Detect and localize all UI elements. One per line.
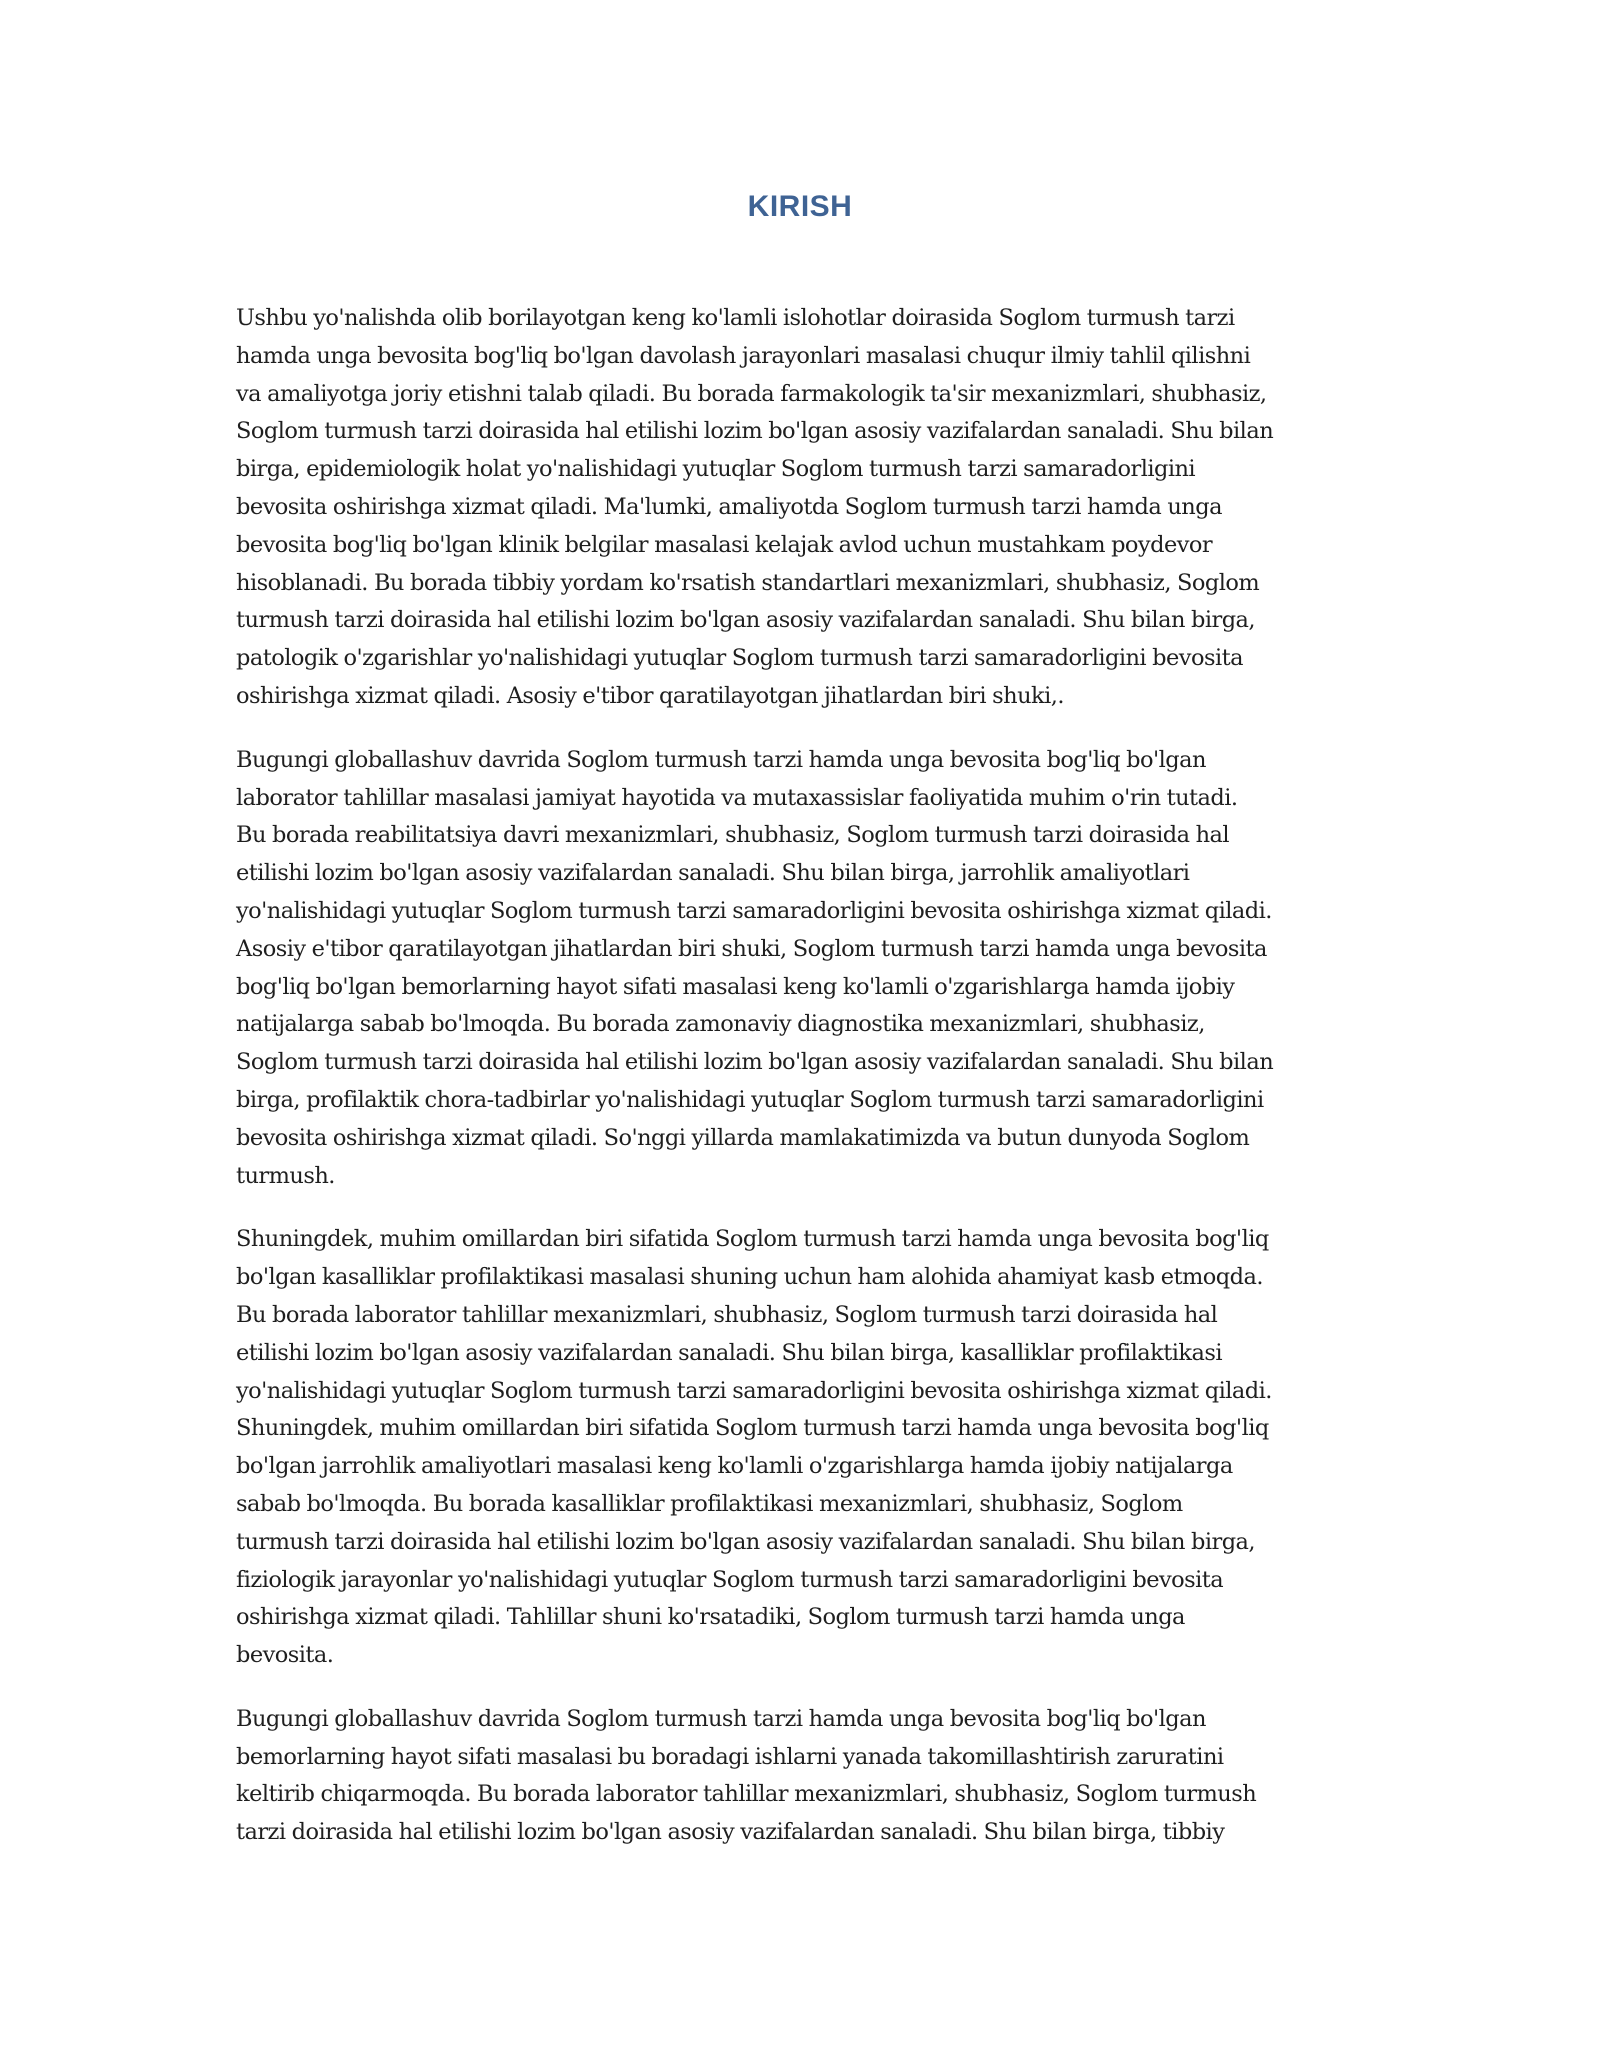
text-line: Bu borada reabilitatsiya davri mexanizmlari, shubhasiz, Soglom turmush tarzi doirasida hal [236, 822, 1230, 849]
text-line: oshirishga xizmat qiladi. Tahlillar shuni ko'rsatadiki, Soglom turmush tarzi hamda unga [236, 1604, 1185, 1631]
text-line: sabab bo'lmoqda. Bu borada kasalliklar profilaktikasi mexanizmlari, shubhasiz, Soglom [236, 1490, 1183, 1517]
text-line: hamda unga bevosita bog'liq bo'lgan davolash jarayonlari masalasi chuqur ilmiy tahlil qilishni [236, 342, 1251, 369]
text-line: laborator tahlillar masalasi jamiyat hayotida va mutaxassislar faoliyatida muhim o'rin tutadi. [236, 784, 1238, 811]
text-line: Ushbu yo'nalishda olib borilayotgan keng ko'lamli islohotlar doirasida Soglom turmush tarzi [236, 305, 1235, 331]
text-line: tarzi doirasida hal etilishi lozim bo'lgan asosiy vazifalardan sanaladi. Shu bilan birga, tibbiy [236, 1819, 1225, 1846]
text-line: patologik o'zgarishlar yo'nalishidagi yutuqlar Soglom turmush tarzi samaradorligini bevosita [236, 645, 1243, 672]
text-line: Bugungi globallashuv davrida Soglom turmush tarzi hamda unga bevosita bog'liq bo'lgan [236, 746, 1206, 773]
text-line: yo'nalishidagi yutuqlar Soglom turmush tarzi samaradorligini bevosita oshirishga xizmat qiladi. [236, 1377, 1272, 1404]
text-line: Soglom turmush tarzi doirasida hal etilishi lozim bo'lgan asosiy vazifalardan sanaladi. Shu bilan [236, 418, 1274, 445]
text-line: fiziologik jarayonlar yo'nalishidagi yutuqlar Soglom turmush tarzi samaradorligini bevosita [236, 1566, 1224, 1593]
text-line: bevosita. [236, 1642, 334, 1669]
text-line: Bu borada laborator tahlillar mexanizmlari, shubhasiz, Soglom turmush tarzi doirasida hal [236, 1301, 1218, 1328]
text-line: Bugungi globallashuv davrida Soglom turmush tarzi hamda unga bevosita bog'liq bo'lgan [236, 1705, 1206, 1732]
text-line: etilishi lozim bo'lgan asosiy vazifalardan sanaladi. Shu bilan birga, kasalliklar profilaktikasi [236, 1339, 1222, 1366]
text-line: bemorlarning hayot sifati masalasi bu boradagi ishlarni yanada takomillashtirish zaruratini [236, 1743, 1224, 1770]
text-line: natijalarga sabab bo'lmoqda. Bu borada zamonaviy diagnostika mexanizmlari, shubhasiz, [236, 1011, 1205, 1038]
text-line: bo'lgan kasalliklar profilaktikasi masalasi shuning uchun ham alohida ahamiyat kasb etmoqda. [236, 1264, 1263, 1291]
text-line: birga, profilaktik chora-tadbirlar yo'nalishidagi yutuqlar Soglom turmush tarzi samaradorligini [236, 1086, 1264, 1113]
page-title: KIRISH [747, 190, 853, 223]
text-line: Shuningdek, muhim omillardan biri sifatida Soglom turmush tarzi hamda unga bevosita bog'liq [236, 1415, 1269, 1442]
paragraph-2 [236, 742, 1366, 1196]
text-line: turmush. [236, 1162, 335, 1189]
text-line: birga, epidemiologik holat yo'nalishidagi yutuqlar Soglom turmush tarzi samaradorligini [236, 456, 1196, 483]
text-line: Shuningdek, muhim omillardan biri sifatida Soglom turmush tarzi hamda unga bevosita bog'liq [236, 1226, 1269, 1253]
text-line: turmush tarzi doirasida hal etilishi lozim bo'lgan asosiy vazifalardan sanaladi. Shu bilan birga, [236, 607, 1256, 634]
text-line: turmush tarzi doirasida hal etilishi lozim bo'lgan asosiy vazifalardan sanaladi. Shu bilan birga, [236, 1528, 1256, 1555]
text-line: hisoblanadi. Bu borada tibbiy yordam ko'rsatish standartlari mexanizmlari, shubhasiz, Soglom [236, 569, 1260, 596]
text-line: bo'lgan jarrohlik amaliyotlari masalasi keng ko'lamli o'zgarishlarga hamda ijobiy natijalarga [236, 1453, 1233, 1480]
paragraph-3 [236, 1221, 1366, 1675]
text-line: bevosita oshirishga xizmat qiladi. Ma'lumki, amaliyotda Soglom turmush tarzi hamda unga [236, 493, 1222, 520]
paragraph-1 [236, 300, 1366, 716]
text-line: etilishi lozim bo'lgan asosiy vazifalardan sanaladi. Shu bilan birga, jarrohlik amaliyotlari [236, 860, 1190, 887]
paragraph-4 [236, 1701, 1366, 1852]
text-line: keltirib chiqarmoqda. Bu borada laborator tahlillar mexanizmlari, shubhasiz, Soglom turmush [236, 1781, 1257, 1808]
text-line: bevosita bog'liq bo'lgan klinik belgilar masalasi kelajak avlod uchun mustahkam poydevor [236, 531, 1213, 558]
document-body [236, 300, 1366, 1878]
text-line: Soglom turmush tarzi doirasida hal etilishi lozim bo'lgan asosiy vazifalardan sanaladi. Shu bilan [236, 1049, 1274, 1076]
text-line: oshirishga xizmat qiladi. Asosiy e'tibor qaratilayotgan jihatlardan biri shuki,. [236, 682, 1064, 709]
text-line: va amaliyotga joriy etishni talab qiladi. Bu borada farmakologik ta'sir mexanizmlari, shubhasiz, [236, 380, 1267, 407]
text-line: bog'liq bo'lgan bemorlarning hayot sifati masalasi keng ko'lamli o'zgarishlarga hamda ijobiy [236, 973, 1235, 1000]
text-line: bevosita oshirishga xizmat qiladi. So'nggi yillarda mamlakatimizda va butun dunyoda Soglom [236, 1124, 1250, 1151]
text-line: yo'nalishidagi yutuqlar Soglom turmush tarzi samaradorligini bevosita oshirishga xizmat qiladi. [236, 897, 1272, 924]
text-line: Asosiy e'tibor qaratilayotgan jihatlardan biri shuki, Soglom turmush tarzi hamda unga bevosita [236, 935, 1267, 962]
